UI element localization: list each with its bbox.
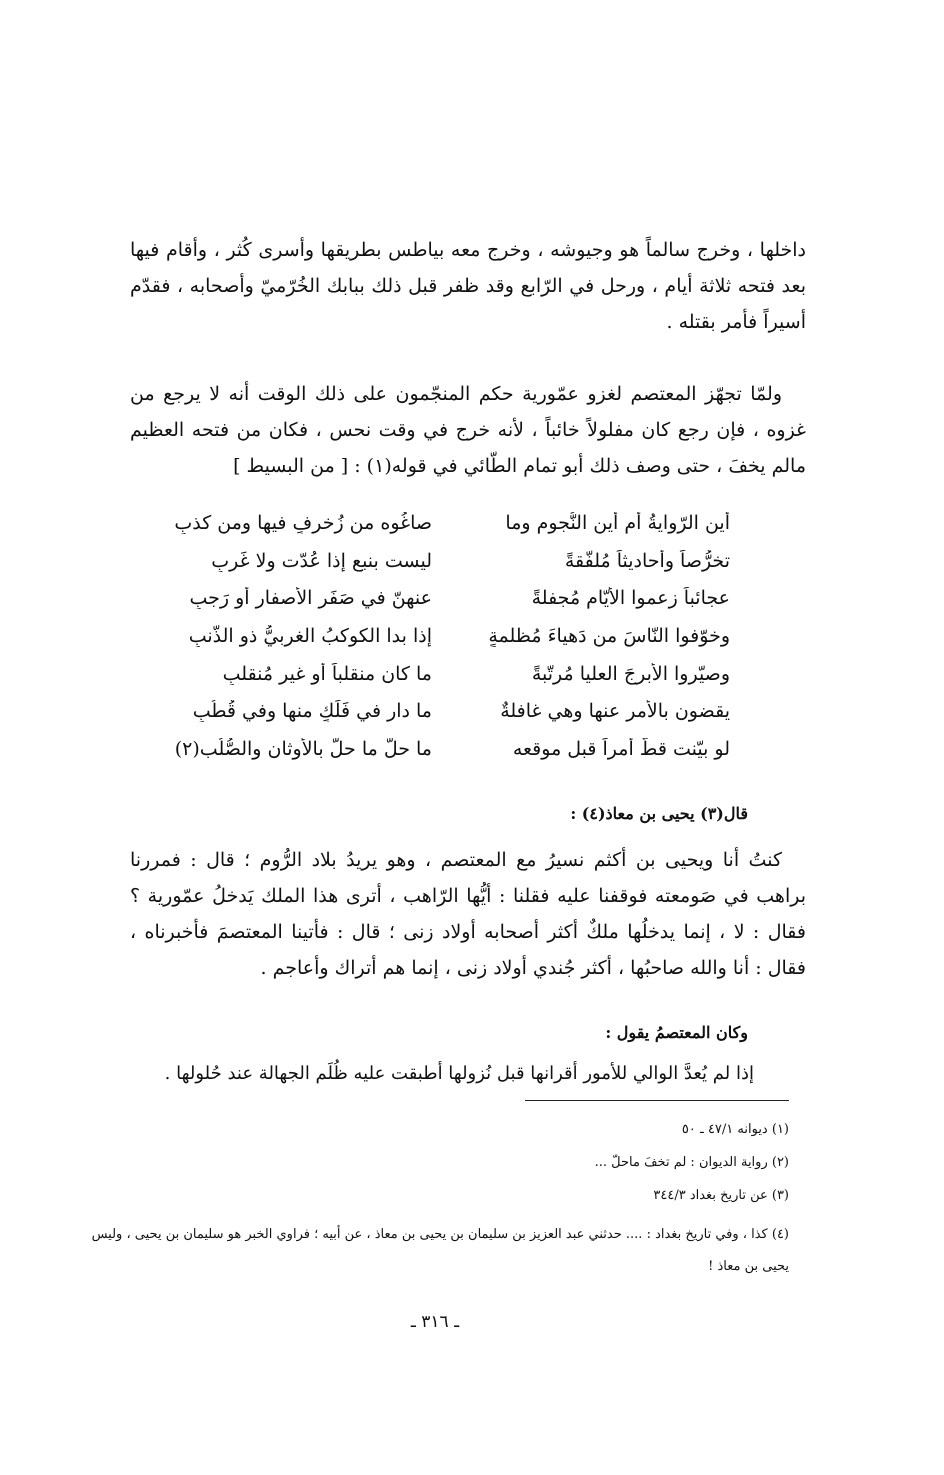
- verse-second-hemistich: ما حلَّ ما حلَّ بالأوثان والصُّلُب(٢): [174, 737, 432, 760]
- paragraph-astrologers: ولمّا تجهّز المعتصم لغزو عمّورية حكم المنجّمون على ذلك الوقت أنه لا يرجع من غزوه ، فإن رجع كان مفلولاً خائباً ، لأنه خرج في وقت نحس ، فكان من فتحه العظيم مالم يخفَ ، حتى وصف ذلك أبو تمام الطّائي في قوله(١) : [ من البسيط ]: [130, 383, 806, 477]
- verse-second-hemistich: صاغُوه من زُخرفٍ فيها ومن كذبِ: [174, 511, 432, 534]
- footnote-3: (٣) عن تاريخ بغداد ٣٤٤/٣: [653, 1188, 789, 1203]
- footnote-separator: [525, 1100, 789, 1101]
- verse-first-hemistich: وخوّفوا النّاسَ من دَهياءَ مُظلمةٍ: [488, 624, 730, 647]
- verse-second-hemistich: ما دار في فَلَكٍ منها وفي قُطُبِ: [192, 700, 432, 723]
- paragraph-narrative: داخلها ، وخرج سالماً هو وجيوشه ، وخرج معه بياطس بطريقها وأسرى كُثر ، وأقام فيها بعد فتحه ثلاثة أيام ، ورحل في الرّابع وقد ظفر قبل ذلك ببابك الخُرّميّ وأصحابه ، فقدّم أسيراً فأمر بقتله .: [130, 239, 806, 333]
- poem-verse: [170, 655, 730, 693]
- verse-second-hemistich: عنهنّ في صَفَر الأصفار أو رَجبِ: [189, 587, 432, 610]
- footnote-1: (١) ديوانه ٤٧/١ ـ ٥٠: [681, 1122, 789, 1137]
- footnote-4: (٤) كذا ، وفي تاريخ بغداد : .... حدثني عبد العزيز بن سليمان بن يحيى بن معاذ ، عن أبيه ؛ فراوي الخبر هو سليمان بن يحيى ، وليس يحيى بن معاذ !: [91, 1227, 789, 1274]
- verse-second-hemistich: ليست بنبعٍ إذا عُدّت ولا غَربِ: [211, 549, 432, 572]
- paragraph-monk-story: كنتُ أنا ويحيى بن أكثم نسيرُ مع المعتصم ، وهو يريدُ بلاد الرُّوم ؛ قال : فمررنا براهب في صَومعته فوقفنا عليه فقلنا : أيُّها الرّاهب ، أترى هذا الملك يَدخلُ عمّورية ؟ فقال : لا ، إنما يدخلُها ملكٌ أكثر أصحابه أولاد زنى ؛ قال : فأتينا المعتصمَ فأخبرناه ، فقال : أنا والله صاحبُها ، أكثر جُندي أولاد زنى ، إنما هم أتراك وأعاجم .: [130, 849, 806, 979]
- poem-verse: [170, 692, 730, 730]
- poem-block: [170, 504, 730, 768]
- poem-verse: [170, 617, 730, 655]
- verse-second-hemistich: ما كان منقلباً أو غير مُنقلبِ: [222, 662, 432, 685]
- poem-verse: [170, 542, 730, 580]
- paragraph-saying: إذا لم يُعدَّ الوالي للأمور أقرانها قبل نُزولها أطبقت عليه ظُلَم الجهالة عند حُلولها .: [164, 1063, 754, 1084]
- poem-verse: [170, 579, 730, 617]
- page-number: ـ ٣١٦ ـ: [410, 1312, 460, 1332]
- heading-mutasim-saying: وكان المعتصمُ يقول :: [605, 1023, 748, 1042]
- verse-second-hemistich: إذا بدا الكوكبُ الغربيُّ ذو الذَّنبِ: [188, 624, 432, 647]
- poem-verse: [170, 504, 730, 542]
- heading-yahya: قال(٣) يحيى بن معاذ(٤) :: [570, 804, 748, 823]
- verse-first-hemistich: وصيّروا الأبرجَ العليا مُرتّبةً: [531, 662, 730, 685]
- footnote-2: (٢) رواية الديوان : لم تخفَ ماحلّ ...: [594, 1155, 789, 1170]
- verse-first-hemistich: تخرُّصاً وأحاديثاً مُلفّقةً: [564, 549, 730, 572]
- verse-first-hemistich: أين الرّوايةُ أم أين النُّجوم وما: [505, 511, 730, 534]
- poem-verse: [170, 730, 730, 768]
- verse-first-hemistich: عجائباً زعموا الأيّام مُجفلةً: [531, 587, 730, 610]
- verse-first-hemistich: يقضون بالأمر عنها وهي غافلةٌ: [500, 700, 730, 723]
- verse-first-hemistich: لو بيّنت قطُّ أمراً قبل موقعه: [512, 737, 730, 760]
